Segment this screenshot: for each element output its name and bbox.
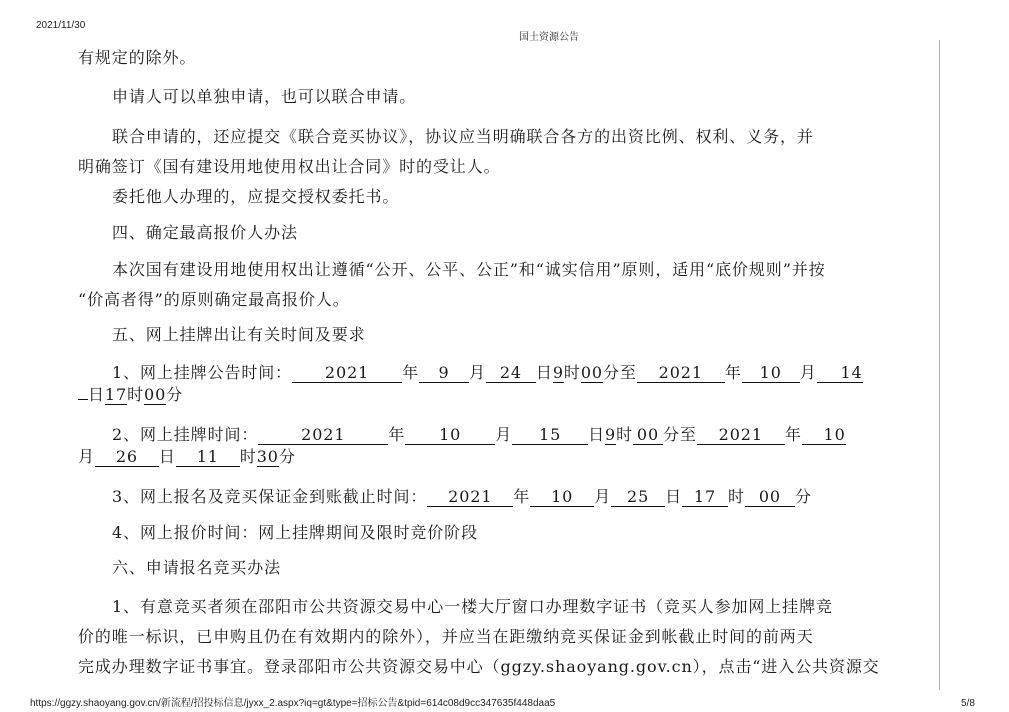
year-value: 2021 — [637, 364, 725, 383]
page-edge-line — [939, 40, 940, 690]
paragraph: 委托他人办理的，应提交授权委托书。 — [112, 187, 400, 206]
paragraph: 4、网上报价时间：网上挂牌期间及限时竞价阶段 — [112, 523, 478, 542]
paragraph: 明确签订《国有建设用地使用权出让合同》时的受让人。 — [78, 157, 501, 176]
minute-value: 00 — [143, 385, 167, 404]
month-value: 10 — [742, 364, 800, 383]
hour-value: 17 — [682, 488, 728, 507]
month-value: 10 — [802, 426, 846, 445]
print-date: 2021/11/30 — [36, 20, 86, 31]
day-value: 26 — [95, 448, 159, 467]
section-heading: 四、确定最高报价人办法 — [112, 223, 298, 242]
year-value: 2021 — [697, 426, 785, 445]
day-value: 25 — [611, 488, 665, 507]
minute-value: 00 — [745, 488, 795, 507]
paragraph: 完成办理数字证书事宜。登录邵阳市公共资源交易中心（ggzy.shaoyang.gov.cn），点击“进入公共资源交 — [78, 657, 880, 676]
section-heading: 六、申请报名竞买办法 — [112, 558, 282, 577]
year-value: 2021 — [258, 426, 388, 445]
hour-value: 17 — [104, 385, 128, 404]
day-value: 15 — [512, 426, 588, 445]
month-value: 10 — [530, 488, 594, 507]
paragraph: 有规定的除外。 — [78, 48, 197, 67]
year-value: 2021 — [427, 488, 513, 507]
paragraph: 价的唯一标识，已申购且仍在有效期内的除外），并应当在距缴纳竞买保证金到帐截止时间的前两天 — [78, 627, 814, 646]
month-value: 9 — [419, 364, 469, 383]
section-heading: 五、网上挂牌出让有关时间及要求 — [112, 325, 366, 344]
time-line-2-cont: 月 26 日 11 时30分 — [78, 447, 296, 466]
time-line-3: 3、网上报名及竞买保证金到账截止时间： 2021 年 10 月 25 日 17 时 00 分 — [112, 487, 812, 506]
footer-url: https://ggzy.shaoyang.gov.cn/新流程/招投标信息/jyxx_2.aspx?iq=gt&type=招标公告&tpid=614c08d9cc347635f448daa5 — [30, 698, 556, 709]
paragraph: 联合申请的，还应提交《联合竞买协议》，协议应当明确联合各方的出资比例、权利、义务，并 — [112, 127, 814, 146]
time-line-2: 2、网上挂牌时间： 2021 年 10 月 15 日9时 00 分至 2021 年 10 — [112, 425, 846, 444]
minute-value: 30 — [256, 447, 279, 466]
year-value: 2021 — [292, 364, 402, 383]
page-number: 5/8 — [961, 698, 975, 709]
day-value: 14 — [817, 364, 863, 383]
hour-value: 9 — [605, 425, 617, 444]
page-title: 国土资源公告 — [519, 32, 579, 43]
paragraph: 申请人可以单独申请，也可以联合申请。 — [112, 87, 417, 106]
paragraph: “价高者得”的原则确定最高报价人。 — [78, 290, 350, 309]
hour-value: 11 — [176, 448, 240, 467]
paragraph: 1、有意竞买者须在邵阳市公共资源交易中心一楼大厅窗口办理数字证书（竞买人参加网上挂牌竞 — [112, 597, 833, 616]
time-line-1: 1、网上挂牌公告时间： 2021 年 9 月 24 日9时00分至 2021 年 10 月 14 — [112, 363, 863, 382]
minute-value: 00 — [580, 363, 603, 382]
paragraph: 本次国有建设用地使用权出让遵循“公开、公平、公正”和“诚实信用”原则，适用“底价规则”并按 — [112, 260, 826, 279]
day-value: 24 — [486, 364, 536, 383]
minute-value: 00 — [633, 426, 663, 445]
time-line-1-cont: 日17时00分 — [78, 384, 183, 406]
month-value: 10 — [405, 426, 495, 445]
hour-value: 9 — [552, 363, 564, 382]
